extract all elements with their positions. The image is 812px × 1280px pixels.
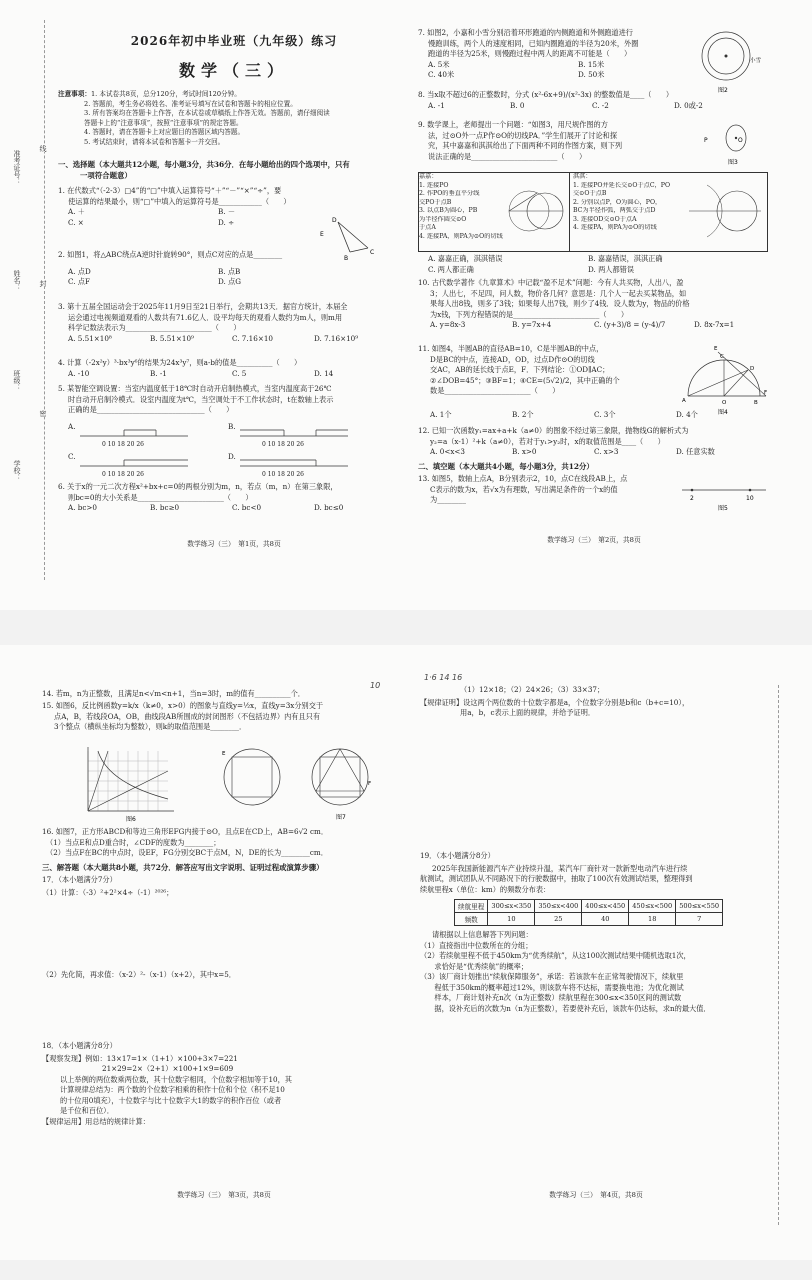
scheme-step: 1. 连接PO [419,181,449,189]
question-5-options [68,420,408,478]
note-line: 2. 答题前，考生务必将姓名、准考证号填写在试卷和答题卡的相应位置。 [84,99,297,108]
question-text: 用a，b，c表示上面的规律，并给予证明． [460,708,596,717]
question-text: 14. 若m，n为正整数，且满足n<√m<n+1，当n=3时，m的值有__________个． [42,689,305,698]
exam-page-2 [418,0,770,610]
table-header-cell: 续航里程 [455,900,488,913]
binding-mark-seal: 封 [39,280,47,287]
option-a[interactable]: A. ＋ [68,207,85,216]
svg-text:O: O [722,400,727,406]
question-text: 运会通过电视频道观看的人数共有71.6亿人．设平均每天的观看人数约为m人，则m用 [68,312,343,322]
figure-2-3 [696,28,768,168]
section-2-header [418,462,770,473]
question-text: 航测试，测试团队从不同路况下的行驶数据中，抽取了100次有效测试结果，整理得到 [420,874,693,883]
scheme-qiqi [573,173,683,251]
question-text: 正确的是______________________________（ ） [68,405,234,414]
scheme-step: 于点A [419,224,436,231]
scheme-step: 交⊙O于点B [573,190,607,197]
note-line: 1. 本试卷共8页，总分120分，考试时间120分钟。 [90,90,241,98]
option-a[interactable]: A. y=8x-3 [430,320,466,329]
question-part: 程低于350km的概率超过12%，则该款车将不达标，需要换电池；为优化测试 [420,982,684,992]
question-text: 【观察发现】例如：13×17=1×（1+1）×100+3×7=221 [42,1053,238,1063]
table-cell: 25 [535,913,582,926]
svg-text:F: F [368,781,372,787]
question-2 [58,250,410,288]
question-text: 11. 如图4，半圆AB的直径AB=10，C是半圆AB的中点， [418,344,604,353]
question-text: 16. 如图7，正方形ABCD和等边三角形EFG内接于⊙O，且点E在CD上，AB=6√2 cm． [42,827,329,836]
tick-labels: 0 10 18 20 26 [262,471,304,478]
figure-7 [212,741,402,821]
binding-label-name: 姓名： [13,270,21,291]
fig-label: 小雪 [750,58,762,64]
scheme-jiajia-figure [505,179,567,243]
option-b[interactable]: B. x>0 [512,447,537,456]
question-text: D是BC的中点，连接AD，OD，过点D作⊙O的切线 [430,354,595,364]
option-a[interactable]: A. bc>0 [68,503,97,512]
option-a[interactable]: A. 0<x<3 [430,447,466,456]
note-line: 4. 答题时，请在答题卡上对应题目的答题区域内答题。 [84,128,245,136]
question-13 [418,474,680,506]
question-14 [42,689,406,700]
note-line: 5. 考试结束时，请将本试卷和答题卡一并交回。 [84,137,225,146]
option-c[interactable]: C. 5 [232,368,247,378]
question-text: 计算规律总结为：两个数的个位数字相乘的积作十位和个位（积不足10 [60,1085,285,1094]
question-text: 【规律运用】用总结的规律计算： [42,1116,150,1126]
question-text: 果每人出8钱，则多了3钱；如果每人出7钱，则少了4钱．设人数为y，物品的价格 [430,299,690,308]
question-5 [58,384,410,416]
option-c[interactable]: C. [68,452,76,461]
option-d[interactable]: D. 50米 [578,70,605,79]
svg-text:E: E [320,231,324,238]
option-b[interactable]: B. y=7x+4 [512,320,552,329]
question-text: 10. 古代数学著作《九章算术》中记载“盈不足术”问题：今有人共买物，人出八，盈 [418,278,684,287]
scheme-step: 4. 连接PA，则PA为⊙O的切线 [573,224,657,231]
section-3-header [42,863,406,874]
option-d[interactable]: D. 点G [218,277,242,286]
section-title: 三、解答题（本大题共8小题，共72分．解答应写出文字说明、证明过程或演算步骤） [42,863,324,872]
exam-sheet-top [0,0,812,610]
page-footer: 数学练习（三） 第2页，共8页 [547,536,641,544]
fig-label: 图4 [718,409,728,416]
table-cell: 7 [676,913,723,926]
question-11 [418,344,680,397]
option-c[interactable]: C. x>3 [594,447,619,456]
scheme-step: 3. 连接OD交⊙O于点A [573,215,637,223]
question-text: 7. 如图2，小嘉和小雪分别沿着环形跑道的内侧跑道和外侧跑道进行 [418,28,633,37]
question-part: 求恰好是“优秀续航”的概率； [420,961,528,971]
option-c[interactable]: C. 3个 [594,410,616,419]
binding-line [44,20,45,580]
scheme-qiqi-figure [687,179,765,243]
option-b[interactable]: B. 0 [510,100,525,110]
question-text: 4. 计算（-2x²y）³·bx³y⁶的结果为24x³y⁷，则a-b的值是__________（ ） [58,358,302,367]
question-text: 6. 关于x的一元二次方程x²+bx+c=0的两根分别为m，n，若点（m，n）在第三象限， [58,482,338,491]
page-footer: 数学练习（三） 第4页，共8页 [549,1191,643,1199]
question-text: 究，其中嘉嘉和淇淇给出了下面两种不同的作图方案，则下列 [428,141,623,150]
question-17 [42,875,406,981]
option-a[interactable]: A. 点D [68,266,91,276]
question-text: 9. 数学课上，老师提出一个问题：“如图3，用尺规作图的方 [418,120,608,129]
question-text: 12. 已知一次函数y₁=ax+a+k（a≠0）的图象不经过第三象限，抛物线G的解析式为 [418,426,689,435]
option-c[interactable]: C. bc<0 [232,503,262,512]
option-d[interactable]: D. ÷ [218,217,235,227]
question-text: 说法正确的是________________________（ ） [428,151,587,161]
scheme-label: 嘉嘉： [419,173,438,180]
note-line: 答题卡上的“注意事项”，按照“注意事项”的规定答题。 [84,118,243,127]
option-a[interactable]: A. -1 [428,100,445,110]
tick-labels: 0 10 18 20 26 [262,441,304,448]
question-18 [42,1041,406,1127]
fig-label: 图5 [718,505,728,512]
question-text: 以上举例的两位数乘两位数，其十位数字相同，个位数字相加等于10，其 [60,1074,292,1084]
option-d[interactable]: D. 4个 [676,410,698,419]
question-text: 8. 当x取不超过6的正整数时，分式 (x²-6x+9)/(x²-3x) 的整数值是____（ ） [418,90,674,99]
option-b[interactable]: B. 2个 [512,410,534,419]
scheme-step: 为半径作圆交⊙O [419,215,467,223]
svg-text:D: D [332,217,337,224]
note-line: 3. 所有答案均在答题卡上作答，在本试卷或草稿纸上作答无效。答题前，请仔细阅读 [84,109,330,117]
question-text: 5. 某智能空调设置：当室内温度低于18℃时自动开启制热模式，当室内温度高于26℃ [58,384,332,393]
svg-text:B: B [754,400,758,406]
svg-text:D: D [750,366,755,372]
option-c[interactable]: C. 40米 [428,70,455,79]
option-a[interactable]: A. 5.51×10⁸ [68,333,112,343]
option-b[interactable]: B. 点B [218,266,241,276]
table-cell: 18 [629,913,676,926]
page-footer: 数学练习（三） 第1页，共8页 [187,540,281,548]
binding-mark-line: 线 [39,145,47,152]
binding-mark-secret: 密 [39,410,47,417]
option-c[interactable]: C. 两人都正确 [428,264,474,274]
question-9 [418,120,708,162]
question-text: 13. 如图5，数轴上点A，B分别表示2，10，点C在线段AB上，点 [418,474,628,483]
svg-text:E: E [222,751,226,757]
option-b[interactable]: B. [228,422,236,431]
question-text: 3个整点（横纵坐标均为整数），则k的取值范围是________． [54,722,247,731]
table-row [455,913,723,926]
question-text: 为x钱，下列方程错误的是________________________（ ） [430,309,629,319]
svg-text:2: 2 [690,495,694,502]
table-header-row [455,900,723,913]
binding-label-school: 学校： [13,460,21,481]
table-cell: 40 [582,913,629,926]
question-text: 的十位用0填充），十位数字与比十位数字大1的数字的积作百位（或者 [60,1095,282,1105]
question-4 [58,358,410,379]
question-10 [418,278,770,331]
fig-label: 图2 [718,87,728,94]
exam-page-3 [42,645,406,1260]
exam-page-4 [420,645,772,1260]
question-text: C表示的数为x，若√x为有理数，写出满足条件的一个x的值 [430,484,618,494]
option-b[interactable]: B. 嘉嘉错误，淇淇正确 [588,254,663,263]
question-part: 据，设补充后的次数为n（n为正整数），若要使补充后，该款车仍达标，求n的最大值． [420,1003,711,1013]
table-header-cell: 350≤x<400 [535,900,582,913]
exam-subject: 数学（三） [178,61,289,80]
option-d[interactable]: D. [228,452,236,461]
question-6 [58,482,410,514]
scheme-label: 淇淇： [573,173,592,180]
section-1-header [58,160,410,181]
question-part: （2）先化简，再求值：（x-2）²-（x-1）（x+2），其中x=5． [42,970,236,979]
svg-text:C: C [720,354,724,360]
question-text: 请根据以上信息解答下列问题： [432,930,533,939]
notes-block [58,90,410,147]
option-a[interactable]: A. -10 [68,368,90,378]
binding-label-id: 准考证号： [13,150,21,185]
question-text: 3；人出七，不足四，问人数，物价各几何？意思是：几个人一起去买某物品，如 [430,288,687,298]
figure-5 [680,478,768,514]
question-text: 时自动开启制冷模式．设室内温度为t℃，当空调处于不工作状态时，t在数轴上表示 [68,394,334,404]
question-text: 1. 在代数式“（-2-3）□4”的“□”中填入运算符号“＋”“－”“×”“÷”，要 [58,186,282,195]
scheme-step: 2. 分别以点P，O为圆心，PO， [573,198,662,206]
question-text: 15. 如图6，反比例函数y=k/x（k≠0，x>0）的图象与直线y=½x，直线y=3x分别交于 [42,701,324,710]
figure-4 [682,340,768,416]
question-part: 样本，厂商计划补充n次（n为正整数）续航里程在300≤x<350区间的测试数 [420,993,682,1002]
question-text: 数是________________________（ ） [430,386,560,395]
svg-text:A: A [682,398,686,404]
question-heading: 18．（本小题满分8分） [42,1041,117,1050]
question-text: （1）当点E和点D重合时，∠CDF的度数为________； [46,837,221,847]
svg-text:10: 10 [746,495,754,502]
option-d[interactable]: D. 两人都错误 [588,264,635,274]
question-text: 点A，B，若线段OA，OB，曲线段AB所围成的封闭图形（不包括边界）内有且只有 [54,711,321,721]
svg-text:F: F [764,390,768,396]
question-part: （3）该厂商计划推出“续航保障服务”，承诺：若该款车在正常驾驶情况下，续航里 [420,972,684,981]
question-part: （1）12×18；（2）24×26；（3）33×37； [460,685,605,694]
option-a[interactable]: A. 5米 [428,59,450,69]
table-cell: 频数 [455,913,488,926]
table-header-cell: 500≤x<550 [676,900,723,913]
question-text: （2）当点F在BC的中点时，设EF，FG分别交BC于点M，N，DE的长为________cm． [46,848,328,857]
option-c[interactable]: C. -2 [592,100,609,110]
fig-label: 图7 [336,814,346,821]
option-d[interactable]: D. bc≤0 [314,503,344,512]
tick-labels: 0 10 18 20 26 [102,471,144,478]
question-text: 21×29=2×（2+1）×100+1×9=609 [102,1064,234,1073]
table-header-cell: 300≤x<350 [488,900,535,913]
question-16 [42,827,406,859]
notes-label: 注意事项： [58,90,91,98]
scheme-step: 1. 连接PO并延长交⊙O于点C，PO [573,181,671,189]
question-text: 跑道的半径为25米，则慢跑过程中两人的距离不可能是（ ） [428,49,632,58]
option-b[interactable]: B. 15米 [578,59,605,69]
table-cell: 10 [488,913,535,926]
exam-sheet-bottom [0,645,812,1260]
option-a[interactable]: A. 1个 [430,410,452,419]
question-part: （1）直接指出中位数所在的分组； [420,940,533,950]
question-text: ②∠DOB=45°；③BF=1；④CE=(5√2)/2，其中正确的个 [430,375,620,385]
option-d[interactable]: D. 14 [314,368,334,378]
question-part: （2）若续航里程不低于450km为“优秀续航”，从这100次测试结果中随机选取1次， [420,951,691,960]
question-heading: 19．（本小题满分8分） [420,851,495,860]
exam-title: 2026年初中毕业班（九年级）练习 [130,34,338,48]
section-title: 二、填空题（本大题共4小题，每小题3分，共12分） [418,462,594,471]
svg-text:O: O [738,137,743,144]
option-b[interactable]: B. bc≥0 [150,503,180,512]
option-d[interactable]: D. 任意实数 [676,447,715,456]
option-d[interactable]: D. 0或-2 [674,100,703,110]
question-text: y₂=a（x-1）²+k（a≠0），若对于y₁>y₂时，x的取值范围是____（ ） [430,436,665,446]
binding-label-class: 班级： [13,370,21,391]
handwritten-note: 1·6 14 16 [424,673,463,682]
scheme-table [418,172,768,252]
question-text: 交AC，AB的延长线于点E，F．下列结论：①OD∥AC； [430,365,610,374]
svg-text:P: P [704,137,708,144]
figure-6 [78,743,188,823]
question-text: 科学记数法表示为________________________（ ） [68,323,241,332]
handwritten-note: 10 [370,681,381,690]
question-text: 法，过⊙O外一点P作⊙O的切线PA．”学生们展开了讨论和探 [428,130,618,140]
svg-text:E: E [714,346,718,352]
scheme-step: 4. 连接PA，则PA为⊙O的切线 [419,232,503,240]
tick-labels: 0 10 18 20 26 [102,441,144,448]
question-part: （1）计算：（-3）²+2²×4÷（-1）²⁰²⁶； [42,887,174,897]
option-c[interactable]: C. (y+3)/8 = (y-4)/7 [594,320,666,329]
section-title-cont: 一项符合题意） [80,170,132,180]
question-text: 是千位和百位）． [60,1106,114,1115]
option-d[interactable]: D. 8x-7x=1 [694,320,735,329]
fig-label: 图3 [728,159,738,166]
option-c[interactable]: C. 点F [68,277,90,286]
scheme-step: 3. 以点B为圆心，PB [419,207,478,214]
frequency-table [454,899,723,926]
question-text: 2025年我国新能源汽车产业持续升温，某汽车厂商针对一款新型电动汽车进行续 [432,863,688,873]
svg-text:C: C [370,249,375,256]
table-header-cell: 400≤x<450 [582,900,629,913]
option-b[interactable]: B. － [218,207,236,216]
fig-label: 图6 [126,816,136,823]
svg-text:B: B [344,255,349,262]
option-b[interactable]: B. 5.51×10⁹ [150,333,194,343]
question-11-options [418,410,770,421]
exam-page-1 [58,0,410,610]
question-text: 【规律证明】设这两个两位数的十位数字都是a，个位数字分别是b和c（b+c=10）， [420,697,690,707]
question-text: 慢跑训练，两个人的速度相同，已知内圈跑道的半径为20米，外圈 [428,38,639,48]
option-b[interactable]: B. -1 [150,368,167,378]
section-title: 一、选择题（本大题共12小题，每小题3分，共36分．在每小题给出的四个选项中，只有 [58,160,350,169]
option-a[interactable]: A. 嘉嘉正确，淇淇错误 [428,254,503,263]
option-a[interactable]: A. [68,422,76,431]
question-3 [58,302,410,344]
page-footer: 数学练习（三） 第3页，共8页 [177,1191,271,1199]
question-text: 2. 如图1，将△ABC绕点A逆时针旋转90°，则点C对应的点是________ [58,250,283,259]
question-text: 为________ [430,495,466,504]
question-18-continued [420,685,772,719]
option-d[interactable]: D. 7.16×10⁹ [314,333,359,343]
question-12 [418,426,770,458]
option-c[interactable]: C. × [68,217,84,227]
question-text: 3. 第十五届全国运动会于2025年11月9日至21日举行，会期共13天．据官方统计，本届全 [58,302,348,311]
question-text: 使运算的结果最小，则“□”中填入的运算符号是____________（ ） [68,196,291,206]
scheme-step: 交PO于点B [419,198,452,206]
question-19 [420,851,772,1014]
binding-line-right [778,685,779,1225]
question-9-options [418,254,770,275]
question-heading: 17．（本小题满分7分） [42,875,117,884]
question-15 [42,701,406,733]
scheme-step: BC为半径作弧，两弧交于点D [573,207,656,214]
option-c[interactable]: C. 7.16×10 [232,333,273,343]
question-text: 续航里程x（单位：km）的频数分布表： [420,884,551,894]
table-header-cell: 450≤x<500 [629,900,676,913]
scheme-step: 2. 作PO的垂直平分线 [419,190,480,197]
question-text: 则bc=0的大小关系是________________________（ ） [68,492,253,502]
